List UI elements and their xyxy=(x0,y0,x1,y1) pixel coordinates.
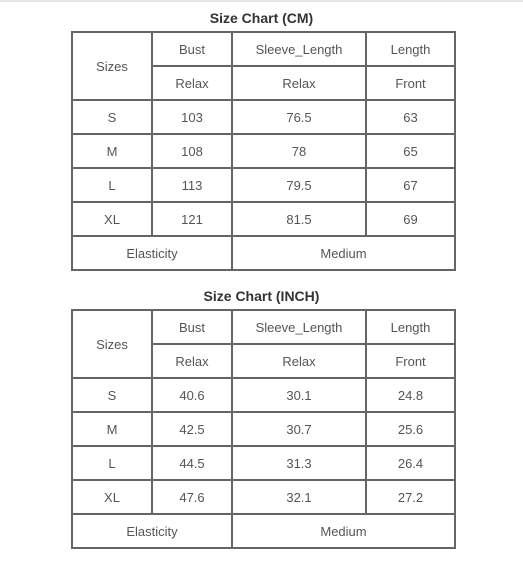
table-row xyxy=(72,480,455,514)
length-cell: 69 xyxy=(366,202,455,236)
subheader-sleeve-length: Relax xyxy=(232,344,366,378)
subheader-sleeve-length: Relax xyxy=(232,66,366,100)
table-row xyxy=(72,202,455,236)
top-divider xyxy=(0,0,523,2)
sleeve-cell: 78 xyxy=(232,134,366,168)
bust-cell: 108 xyxy=(152,134,232,168)
subheader-bust: Relax xyxy=(152,66,232,100)
header-length: Length xyxy=(366,32,455,66)
sleeve-cell: 31.3 xyxy=(232,446,366,480)
size-table-cm xyxy=(71,31,456,271)
footer-row xyxy=(72,514,455,548)
table-row xyxy=(72,446,455,480)
bust-cell: 44.5 xyxy=(152,446,232,480)
length-cell: 27.2 xyxy=(366,480,455,514)
table-row xyxy=(72,100,455,134)
chart-title-inch: Size Chart (INCH) xyxy=(203,288,320,304)
size-cell: M xyxy=(72,134,152,168)
bust-cell: 40.6 xyxy=(152,378,232,412)
elasticity-label: Elasticity xyxy=(72,514,232,548)
length-cell: 26.4 xyxy=(366,446,455,480)
size-cell: XL xyxy=(72,480,152,514)
size-cell: XL xyxy=(72,202,152,236)
elasticity-value: Medium xyxy=(232,514,455,548)
length-cell: 65 xyxy=(366,134,455,168)
bust-cell: 113 xyxy=(152,168,232,202)
sleeve-cell: 81.5 xyxy=(232,202,366,236)
subheader-bust: Relax xyxy=(152,344,232,378)
table-row xyxy=(72,378,455,412)
length-cell: 25.6 xyxy=(366,412,455,446)
chart-title-cm: Size Chart (CM) xyxy=(209,10,314,26)
bust-cell: 47.6 xyxy=(152,480,232,514)
header-length: Length xyxy=(366,310,455,344)
header-sleeve-length: Sleeve_Length xyxy=(232,32,366,66)
bust-cell: 42.5 xyxy=(152,412,232,446)
length-cell: 24.8 xyxy=(366,378,455,412)
sleeve-cell: 76.5 xyxy=(232,100,366,134)
length-cell: 67 xyxy=(366,168,455,202)
sleeve-cell: 32.1 xyxy=(232,480,366,514)
sleeve-cell: 79.5 xyxy=(232,168,366,202)
elasticity-value: Medium xyxy=(232,236,455,270)
size-cell: S xyxy=(72,378,152,412)
size-cell: L xyxy=(72,446,152,480)
footer-row xyxy=(72,236,455,270)
header-sizes: Sizes xyxy=(72,310,152,378)
header-row xyxy=(72,310,455,344)
table-row xyxy=(72,412,455,446)
table-row xyxy=(72,134,455,168)
length-cell: 63 xyxy=(366,100,455,134)
subheader-length: Front xyxy=(366,344,455,378)
header-sizes: Sizes xyxy=(72,32,152,100)
sleeve-cell: 30.1 xyxy=(232,378,366,412)
header-bust: Bust xyxy=(152,310,232,344)
sleeve-cell: 30.7 xyxy=(232,412,366,446)
size-cell: L xyxy=(72,168,152,202)
bust-cell: 103 xyxy=(152,100,232,134)
header-bust: Bust xyxy=(152,32,232,66)
size-table-inch xyxy=(71,309,456,549)
subheader-length: Front xyxy=(366,66,455,100)
table-row xyxy=(72,168,455,202)
header-row xyxy=(72,32,455,66)
header-sleeve-length: Sleeve_Length xyxy=(232,310,366,344)
elasticity-label: Elasticity xyxy=(72,236,232,270)
size-cell: S xyxy=(72,100,152,134)
bust-cell: 121 xyxy=(152,202,232,236)
size-cell: M xyxy=(72,412,152,446)
